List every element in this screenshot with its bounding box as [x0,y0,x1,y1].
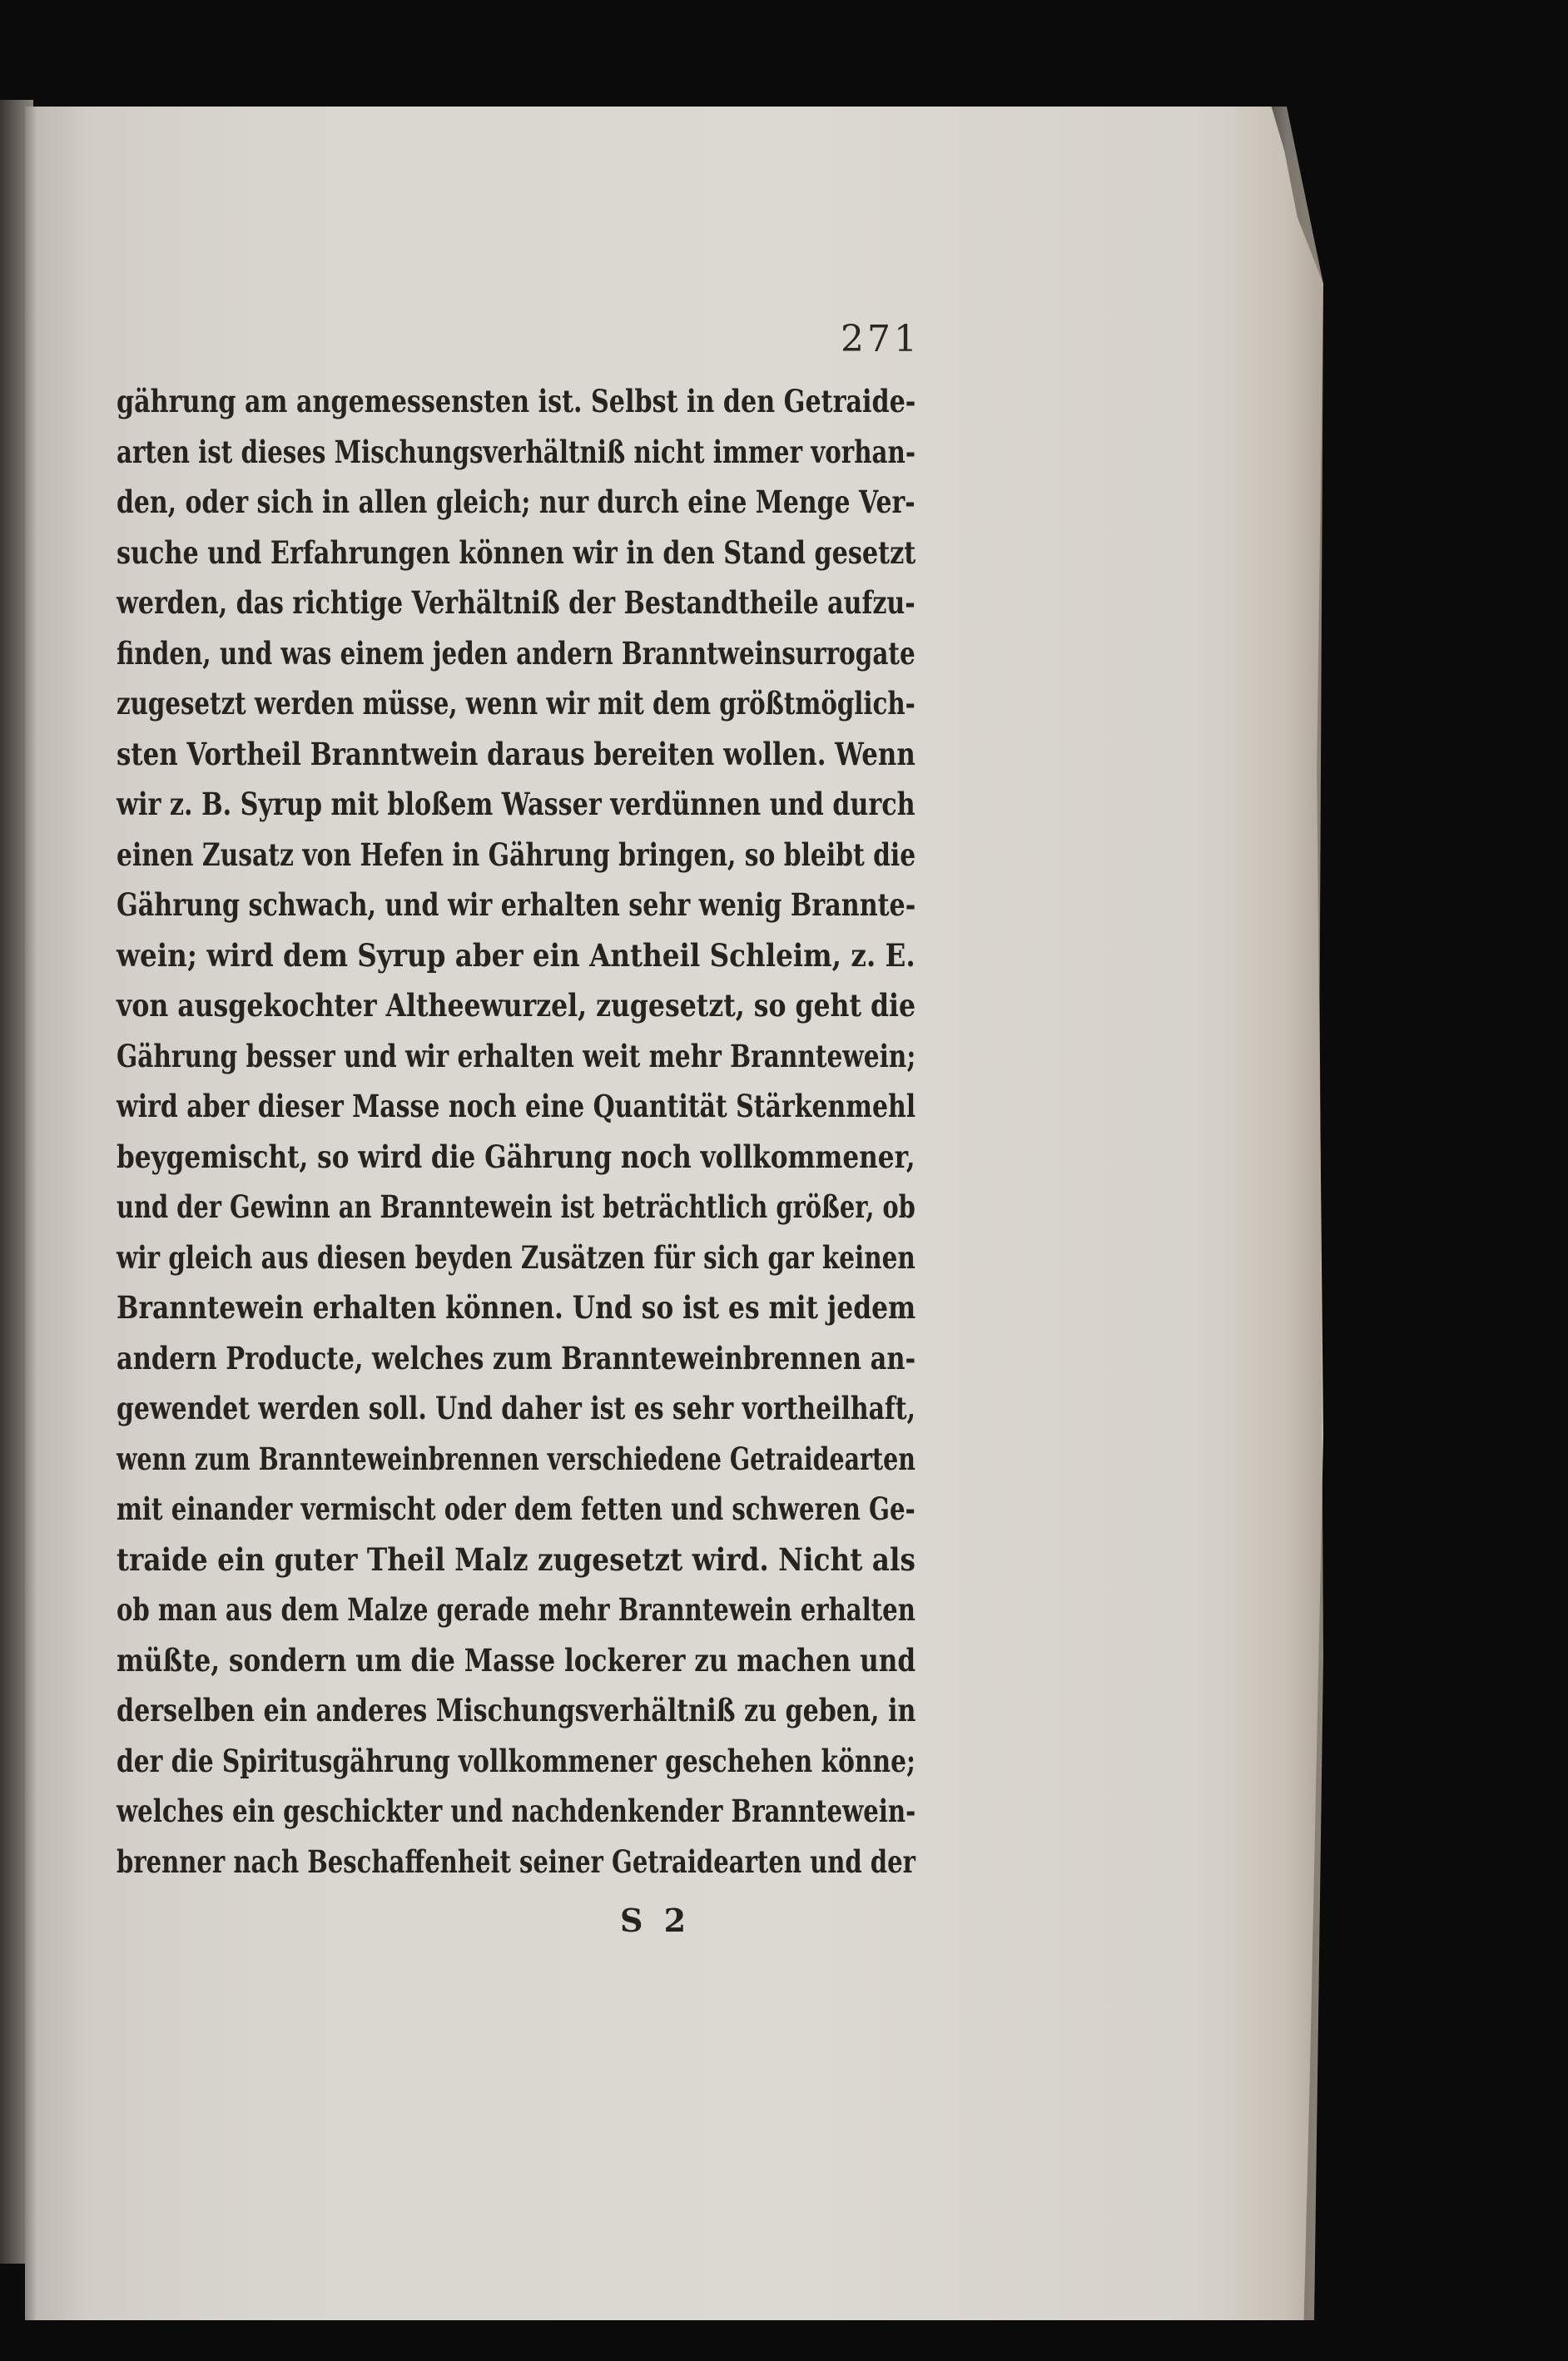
text-line: zugesetzt werden müsse, wenn wir mit dem größtmöglich- [117,685,915,722]
text-line: gewendet werden soll. Und daher ist es sehr vortheilhaft, [117,1390,915,1426]
text-line: brenner nach Beschaffenheit seiner Getraidearten und der [117,1843,915,1880]
text-line: einen Zusatz von Hefen in Gährung bringen, so bleibt die [117,836,916,873]
text-line: mit einander vermischt oder dem fetten und schweren Ge- [117,1491,915,1527]
signature-mark: S 2 [620,1902,692,1939]
text-line: der die Spiritusgährung vollkommener geschehen könne; [117,1742,915,1779]
body-text [117,376,915,1887]
text-line: andern Producte, welches zum Brannteweinbrennen an- [117,1339,916,1376]
text-line: und der Gewinn an Branntewein ist beträchtlich größer, ob [117,1188,915,1225]
text-line: wir gleich aus diesen beyden Zusätzen für sich gar keinen [117,1238,915,1276]
text-line: wenn zum Brannteweinbrennen verschiedene Getraidearten [117,1440,915,1477]
text-line: werden, das richtige Verhältniß der Bestandtheile aufzu- [117,584,915,621]
text-line: derselben ein anderes Mischungsverhältniß zu geben, in [117,1692,916,1729]
text-line: Gährung besser und wir erhalten weit mehr Branntewein; [117,1037,916,1074]
text-line: von ausgekochter Altheewurzel, zugesetzt, so geht die [117,987,916,1024]
page-number: 271 [841,318,920,360]
text-line: wird aber dieser Masse noch eine Quantität Stärkenmehl [117,1088,916,1124]
text-line: Branntewein erhalten können. Und so ist es mit jedem [117,1289,916,1326]
text-line: sten Vortheil Branntwein daraus bereiten wollen. Wenn [117,735,915,772]
text-line: Gährung schwach, und wir erhalten sehr wenig Brannte- [117,886,916,923]
text-line: beygemischt, so wird die Gährung noch vollkommener, [117,1138,915,1175]
worn-page-edge [1232,107,1323,2320]
text-line: traide ein guter Theil Malz zugesetzt wird. Nicht als [117,1540,915,1578]
text-line: ob man aus dem Malze gerade mehr Branntewein erhalten [117,1591,915,1628]
text-line: wein; wird dem Syrup aber ein Antheil Schleim, z. E. [117,936,915,974]
text-line: gährung am angemessensten ist. Selbst in den Getraide- [117,383,916,419]
text-line: finden, und was einem jeden andern Branntweinsurrogate [117,634,915,672]
text-line: suche und Erfahrungen können wir in den Stand gesetzt [117,533,916,571]
text-line: arten ist dieses Mischungsverhältniß nicht immer vorhan- [117,433,916,470]
page-gutter-shadow [25,107,37,2320]
text-line: wir z. B. Syrup mit bloßem Wasser verdünnen und durch [117,786,915,822]
text-line: müßte, sondern um die Masse lockerer zu machen und [117,1641,916,1679]
text-line: den, oder sich in allen gleich; nur durch eine Menge Ver- [117,484,915,520]
text-line: welches ein geschickter und nachdenkender Branntewein- [117,1793,916,1829]
